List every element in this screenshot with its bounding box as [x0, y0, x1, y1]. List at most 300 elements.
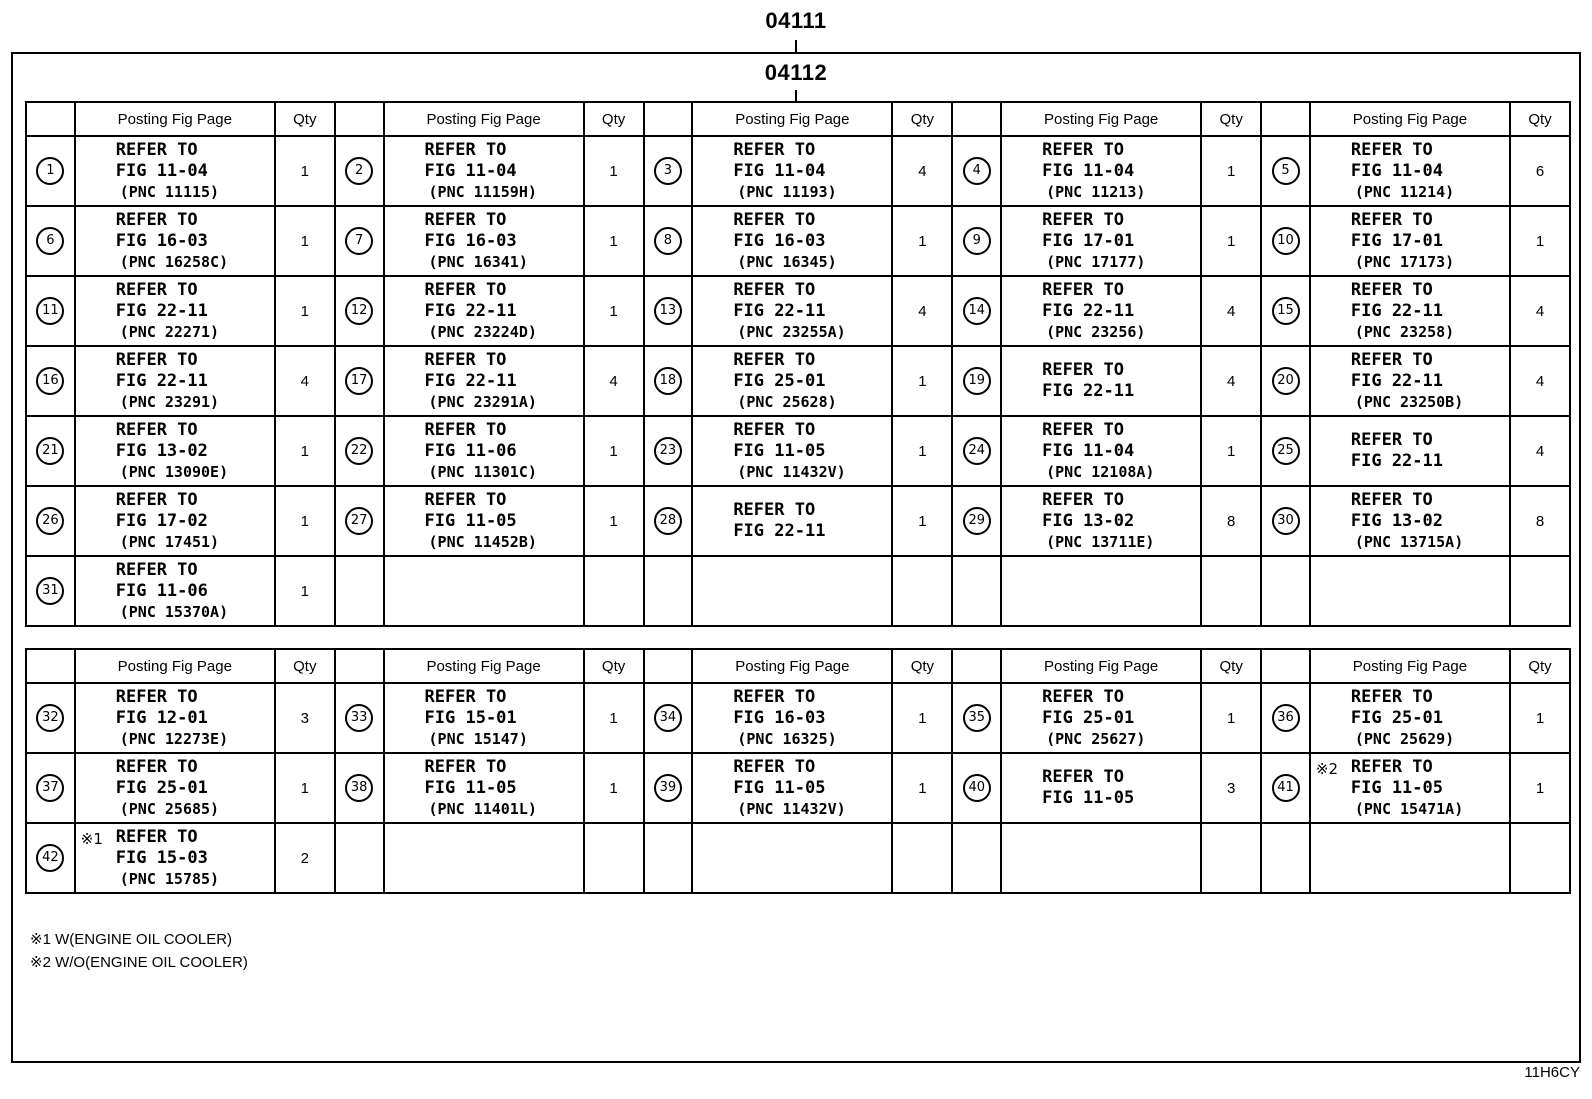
pnc-line: (PNC 16341)	[428, 252, 528, 271]
qty-cell: 1	[584, 486, 644, 556]
posting-cell	[1310, 556, 1510, 626]
qty-cell	[1201, 823, 1261, 893]
item-number-badge: 26	[36, 507, 64, 535]
pnc-line: (PNC 25627)	[1046, 729, 1146, 748]
header-posting-fig-page: Posting Fig Page	[1310, 102, 1510, 136]
item-number-cell	[335, 683, 384, 753]
fig-line: FIG 25-01	[115, 777, 208, 798]
header-qty: Qty	[892, 649, 952, 683]
item-number-cell	[335, 136, 384, 206]
item-number-badge: 11	[36, 297, 64, 325]
reference-text	[1002, 360, 1200, 402]
item-number-cell	[26, 753, 75, 823]
pnc-line: (PNC 11301C)	[428, 462, 537, 481]
refer-to-line: REFER TO	[424, 279, 507, 300]
fig-line: FIG 22-11	[733, 521, 826, 541]
reference-text	[1002, 280, 1200, 343]
posting-cell	[1001, 206, 1201, 276]
fig-line: FIG 11-04	[1042, 440, 1135, 461]
item-number-cell	[1261, 683, 1310, 753]
item-number-badge: 36	[1272, 704, 1300, 732]
item-number-badge: 18	[654, 367, 682, 395]
qty-cell: 1	[892, 753, 952, 823]
assembly-code-top: 04111	[765, 8, 827, 33]
header-posting-fig-page: Posting Fig Page	[692, 102, 892, 136]
reference-text	[385, 210, 583, 273]
posting-cell	[75, 683, 275, 753]
qty-cell: 1	[584, 136, 644, 206]
item-number-cell	[952, 753, 1001, 823]
posting-cell	[384, 136, 584, 206]
item-number-badge: 15	[1272, 297, 1300, 325]
item-number-badge: 30	[1272, 507, 1300, 535]
qty-cell: 1	[584, 276, 644, 346]
posting-cell	[692, 683, 892, 753]
reference-text	[1311, 430, 1509, 472]
item-number-badge: 19	[963, 367, 991, 395]
header-qty: Qty	[1201, 649, 1261, 683]
posting-cell	[1001, 753, 1201, 823]
fig-line: FIG 11-04	[424, 160, 517, 181]
header-posting-fig-page: Posting Fig Page	[692, 649, 892, 683]
item-number-cell	[952, 276, 1001, 346]
item-number-badge: 21	[36, 437, 64, 465]
posting-cell	[1310, 823, 1510, 893]
refer-to-line: REFER TO	[115, 209, 198, 230]
posting-cell	[692, 416, 892, 486]
item-number-badge: 4	[963, 157, 991, 185]
reference-text	[76, 350, 274, 413]
item-number-cell	[26, 206, 75, 276]
item-number-cell	[335, 416, 384, 486]
item-number-badge: 14	[963, 297, 991, 325]
fig-line: FIG 25-01	[733, 370, 826, 391]
fig-line: FIG 11-04	[733, 160, 826, 181]
qty-cell: 1	[275, 416, 335, 486]
fig-line: FIG 15-01	[424, 707, 517, 728]
refer-to-line: REFER TO	[733, 756, 816, 777]
item-number-cell	[952, 683, 1001, 753]
pnc-line: (PNC 16345)	[737, 252, 837, 271]
header-number-cell	[644, 102, 693, 136]
pnc-line: (PNC 15147)	[428, 729, 528, 748]
fig-line: FIG 16-03	[115, 230, 208, 251]
posting-cell	[384, 683, 584, 753]
fig-line: FIG 15-03	[115, 847, 208, 868]
refer-to-line: REFER TO	[424, 686, 507, 707]
item-number-cell	[26, 556, 75, 626]
item-number-badge: 13	[654, 297, 682, 325]
item-number-cell	[335, 753, 384, 823]
pnc-line: (PNC 11193)	[737, 182, 837, 201]
fig-line: FIG 11-04	[115, 160, 208, 181]
reference-table-1	[25, 101, 1571, 627]
header-qty: Qty	[1201, 102, 1261, 136]
fig-line: FIG 13-02	[115, 440, 208, 461]
qty-cell: 1	[275, 206, 335, 276]
item-number-cell	[1261, 346, 1310, 416]
item-number-badge: 23	[654, 437, 682, 465]
pnc-line: (PNC 11452B)	[428, 532, 537, 551]
header-posting-fig-page: Posting Fig Page	[1310, 649, 1510, 683]
header-number-cell	[1261, 102, 1310, 136]
fig-line: FIG 16-03	[733, 230, 826, 251]
footnote-2: ※2 W/O(ENGINE OIL COOLER)	[30, 954, 248, 971]
header-number-cell	[952, 649, 1001, 683]
header-posting-fig-page: Posting Fig Page	[1001, 102, 1201, 136]
fig-line: FIG 11-05	[424, 777, 517, 798]
footnote-1: ※1 W(ENGINE OIL COOLER)	[30, 931, 233, 948]
refer-to-line: REFER TO	[115, 756, 198, 777]
item-number-cell	[335, 486, 384, 556]
item-number-cell	[1261, 136, 1310, 206]
posting-cell	[384, 206, 584, 276]
qty-cell: 3	[275, 683, 335, 753]
item-number-cell	[335, 346, 384, 416]
refer-to-line: REFER TO	[733, 419, 816, 440]
qty-cell	[1510, 556, 1570, 626]
qty-cell	[892, 823, 952, 893]
reference-text	[1002, 210, 1200, 273]
footnote-mark: ※2	[1315, 760, 1338, 778]
reference-text	[1311, 490, 1509, 553]
assembly-code-inner: 04112	[764, 60, 828, 85]
pnc-line: (PNC 11115)	[119, 182, 220, 201]
posting-cell	[75, 136, 275, 206]
pnc-line: (PNC 25629)	[1354, 729, 1455, 748]
item-number-badge: 40	[963, 774, 991, 802]
posting-cell	[75, 753, 275, 823]
item-number-badge: 31	[36, 577, 64, 605]
posting-cell	[384, 416, 584, 486]
item-number-badge: 9	[963, 227, 991, 255]
item-number-cell	[644, 276, 693, 346]
item-number-badge: 5	[1272, 157, 1300, 185]
pnc-line: (PNC 12108A)	[1046, 462, 1155, 481]
header-posting-fig-page: Posting Fig Page	[75, 102, 275, 136]
reference-text	[76, 490, 274, 553]
reference-text	[1002, 767, 1200, 809]
refer-to-line: REFER TO	[733, 279, 816, 300]
item-number-cell	[335, 823, 384, 893]
pnc-line: (PNC 13711E)	[1046, 532, 1155, 551]
posting-cell	[75, 486, 275, 556]
reference-text	[1002, 420, 1200, 483]
header-posting-fig-page: Posting Fig Page	[384, 102, 584, 136]
table-row	[26, 753, 1570, 823]
qty-cell: 4	[584, 346, 644, 416]
qty-cell: 4	[892, 276, 952, 346]
reference-text	[76, 560, 274, 623]
qty-cell	[892, 556, 952, 626]
item-number-badge: 32	[36, 704, 64, 732]
item-number-cell	[952, 823, 1001, 893]
posting-cell	[692, 486, 892, 556]
reference-text	[385, 350, 583, 413]
item-number-badge: 24	[963, 437, 991, 465]
qty-cell: 1	[1201, 136, 1261, 206]
item-number-badge: 38	[345, 774, 373, 802]
posting-cell	[692, 206, 892, 276]
posting-cell	[1001, 276, 1201, 346]
reference-text	[76, 757, 274, 820]
posting-cell	[1001, 683, 1201, 753]
item-number-badge: 29	[963, 507, 991, 535]
item-number-cell	[1261, 556, 1310, 626]
reference-text	[1311, 350, 1509, 413]
header-number-cell	[952, 102, 1001, 136]
header-posting-fig-page: Posting Fig Page	[1001, 649, 1201, 683]
fig-line: FIG 25-01	[1042, 707, 1135, 728]
item-number-badge: 2	[345, 157, 373, 185]
table-row	[26, 683, 1570, 753]
fig-line: FIG 22-11	[424, 370, 517, 391]
posting-cell	[1001, 556, 1201, 626]
pnc-line: (PNC 23291)	[119, 392, 220, 411]
item-number-badge: 33	[345, 704, 373, 732]
fig-line: FIG 11-05	[733, 440, 826, 461]
qty-cell: 4	[1510, 346, 1570, 416]
refer-to-line: REFER TO	[1042, 279, 1124, 300]
posting-cell	[1310, 486, 1510, 556]
fig-line: FIG 17-02	[115, 510, 208, 531]
reference-text	[385, 140, 583, 203]
refer-to-line: REFER TO	[733, 139, 816, 160]
header-number-cell	[26, 649, 75, 683]
item-number-cell	[952, 206, 1001, 276]
table-row	[26, 136, 1570, 206]
refer-to-line: REFER TO	[1042, 419, 1124, 440]
refer-to-line: REFER TO	[1350, 279, 1433, 300]
refer-to-line: REFER TO	[424, 349, 507, 370]
fig-line: FIG 11-04	[1350, 160, 1443, 181]
fig-line: FIG 22-11	[424, 300, 517, 321]
refer-to-line: REFER TO	[733, 500, 816, 520]
header-number-cell	[644, 649, 693, 683]
pnc-line: (PNC 11213)	[1046, 182, 1146, 201]
pnc-line: (PNC 17451)	[119, 532, 220, 551]
item-number-badge: 1	[36, 157, 64, 185]
refer-to-line: REFER TO	[424, 139, 507, 160]
refer-to-line: REFER TO	[1042, 360, 1124, 380]
item-number-badge: 6	[36, 227, 64, 255]
item-number-badge: 35	[963, 704, 991, 732]
fig-line: FIG 11-06	[115, 580, 208, 601]
header-qty: Qty	[275, 649, 335, 683]
item-number-badge: 16	[36, 367, 64, 395]
table-header-row	[26, 102, 1570, 136]
qty-cell: 1	[892, 486, 952, 556]
item-number-cell	[26, 276, 75, 346]
reference-text	[1002, 687, 1200, 750]
leader-line-top	[795, 40, 797, 52]
reference-text	[76, 687, 274, 750]
pnc-line: (PNC 11214)	[1354, 182, 1455, 201]
table-row	[26, 486, 1570, 556]
posting-cell	[1310, 753, 1510, 823]
posting-cell	[1310, 276, 1510, 346]
item-number-cell	[26, 346, 75, 416]
table-header-row	[26, 649, 1570, 683]
refer-to-line: REFER TO	[424, 209, 507, 230]
header-qty: Qty	[892, 102, 952, 136]
fig-line: FIG 22-11	[1350, 451, 1443, 471]
pnc-line: (PNC 15471A)	[1354, 799, 1464, 818]
reference-text	[693, 687, 891, 750]
posting-cell	[384, 486, 584, 556]
item-number-cell	[644, 823, 693, 893]
item-number-badge: 39	[654, 774, 682, 802]
fig-line: FIG 16-03	[424, 230, 517, 251]
reference-text	[1311, 687, 1509, 750]
item-number-cell	[644, 346, 693, 416]
item-number-cell	[644, 416, 693, 486]
fig-line: FIG 22-11	[1042, 300, 1135, 321]
posting-cell	[1310, 416, 1510, 486]
reference-text	[1002, 140, 1200, 203]
reference-text	[693, 280, 891, 343]
fig-line: FIG 11-05	[1350, 777, 1443, 798]
reference-text	[1311, 280, 1509, 343]
reference-text	[76, 827, 274, 890]
qty-cell: 8	[1510, 486, 1570, 556]
posting-cell	[75, 346, 275, 416]
fig-line: FIG 17-01	[1042, 230, 1135, 251]
qty-cell: 1	[892, 206, 952, 276]
qty-cell: 6	[1510, 136, 1570, 206]
posting-cell	[384, 823, 584, 893]
item-number-badge: 37	[36, 774, 64, 802]
qty-cell: 3	[1201, 753, 1261, 823]
item-number-cell	[335, 276, 384, 346]
posting-cell	[1001, 823, 1201, 893]
pnc-line: (PNC 13715A)	[1354, 532, 1464, 551]
pnc-line: (PNC 23256)	[1046, 322, 1146, 341]
qty-cell: 4	[1510, 416, 1570, 486]
header-qty: Qty	[1510, 649, 1570, 683]
refer-to-line: REFER TO	[115, 139, 198, 160]
item-number-cell	[26, 683, 75, 753]
qty-cell: 1	[584, 683, 644, 753]
item-number-badge: 28	[654, 507, 682, 535]
pnc-line: (PNC 22271)	[119, 322, 220, 341]
reference-text	[76, 420, 274, 483]
reference-text	[385, 420, 583, 483]
posting-cell	[692, 346, 892, 416]
pnc-line: (PNC 23250B)	[1354, 392, 1464, 411]
fig-line: FIG 22-11	[1350, 300, 1443, 321]
item-number-cell	[335, 206, 384, 276]
qty-cell: 1	[892, 416, 952, 486]
fig-line: FIG 13-02	[1350, 510, 1443, 531]
reference-text	[76, 210, 274, 273]
refer-to-line: REFER TO	[115, 279, 198, 300]
item-number-cell	[952, 416, 1001, 486]
qty-cell: 4	[892, 136, 952, 206]
posting-cell	[75, 206, 275, 276]
header-posting-fig-page: Posting Fig Page	[75, 649, 275, 683]
refer-to-line: REFER TO	[115, 826, 198, 847]
qty-cell: 4	[1510, 276, 1570, 346]
figure-code: 11H6CY	[1524, 1064, 1580, 1081]
posting-cell	[692, 753, 892, 823]
item-number-badge: 42	[36, 844, 64, 872]
fig-line: FIG 13-02	[1042, 510, 1135, 531]
fig-line: FIG 22-11	[1042, 381, 1135, 401]
qty-cell: 4	[1201, 276, 1261, 346]
pnc-line: (PNC 23291A)	[428, 392, 537, 411]
refer-to-line: REFER TO	[115, 489, 198, 510]
reference-text	[693, 420, 891, 483]
header-number-cell	[1261, 649, 1310, 683]
table-row	[26, 346, 1570, 416]
qty-cell	[584, 823, 644, 893]
reference-table-2	[25, 648, 1571, 894]
pnc-line: (PNC 11159H)	[428, 182, 537, 201]
table-row	[26, 556, 1570, 626]
item-number-cell	[1261, 206, 1310, 276]
header-posting-fig-page: Posting Fig Page	[384, 649, 584, 683]
refer-to-line: REFER TO	[1042, 209, 1124, 230]
item-number-cell	[952, 136, 1001, 206]
refer-to-line: REFER TO	[115, 686, 198, 707]
item-number-cell	[1261, 823, 1310, 893]
posting-cell	[1310, 346, 1510, 416]
reference-text	[385, 757, 583, 820]
qty-cell: 1	[1201, 416, 1261, 486]
reference-text	[693, 350, 891, 413]
item-number-cell	[26, 823, 75, 893]
refer-to-line: REFER TO	[1350, 686, 1433, 707]
item-number-cell	[26, 136, 75, 206]
qty-cell: 1	[1510, 753, 1570, 823]
pnc-line: (PNC 23224D)	[428, 322, 537, 341]
table-row	[26, 416, 1570, 486]
header-number-cell	[335, 649, 384, 683]
refer-to-line: REFER TO	[733, 686, 816, 707]
refer-to-line: REFER TO	[424, 419, 507, 440]
refer-to-line: REFER TO	[115, 559, 198, 580]
pnc-line: (PNC 23255A)	[737, 322, 846, 341]
refer-to-line: REFER TO	[1350, 349, 1433, 370]
posting-cell	[384, 276, 584, 346]
header-qty: Qty	[275, 102, 335, 136]
refer-to-line: REFER TO	[1350, 430, 1433, 450]
pnc-line: (PNC 17177)	[1046, 252, 1146, 271]
reference-text	[385, 490, 583, 553]
reference-text	[1311, 210, 1509, 273]
reference-text	[1002, 490, 1200, 553]
fig-line: FIG 11-05	[733, 777, 826, 798]
reference-text	[76, 280, 274, 343]
qty-cell: 4	[275, 346, 335, 416]
qty-cell: 1	[584, 206, 644, 276]
refer-to-line: REFER TO	[1350, 489, 1433, 510]
item-number-cell	[644, 206, 693, 276]
qty-cell: 4	[1201, 346, 1261, 416]
pnc-line: (PNC 15785)	[119, 869, 220, 888]
fig-line: FIG 22-11	[733, 300, 826, 321]
table-row	[26, 823, 1570, 893]
refer-to-line: REFER TO	[1042, 489, 1124, 510]
header-qty: Qty	[584, 102, 644, 136]
reference-text	[76, 140, 274, 203]
refer-to-line: REFER TO	[1042, 139, 1124, 160]
reference-text	[693, 140, 891, 203]
fig-line: FIG 22-11	[1350, 370, 1443, 391]
posting-cell	[384, 556, 584, 626]
fig-line: FIG 11-05	[424, 510, 517, 531]
